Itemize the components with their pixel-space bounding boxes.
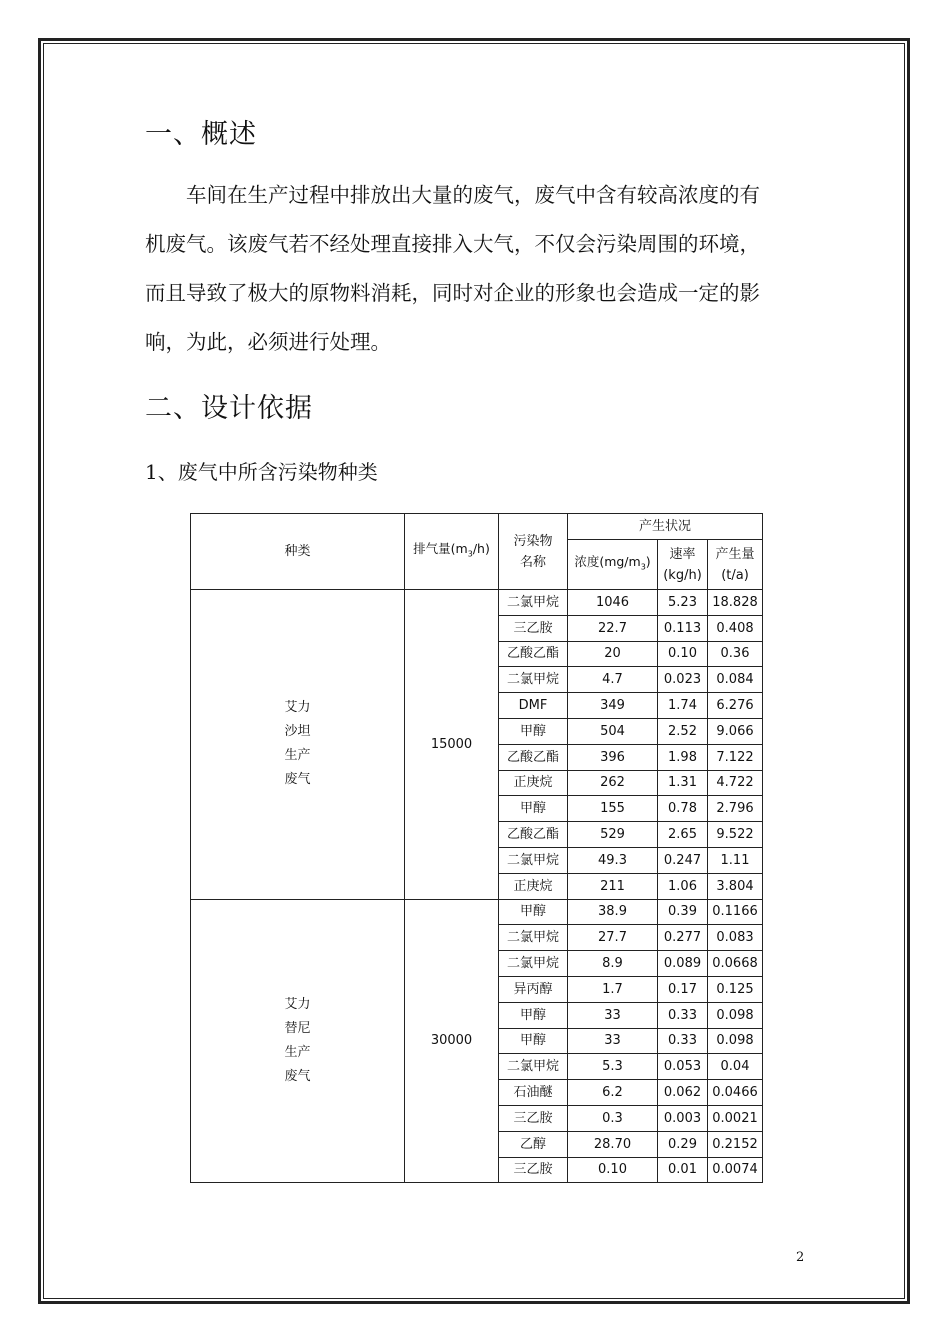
cell-concentration: 20 (568, 641, 658, 667)
page-number: 2 (796, 1250, 805, 1265)
header-rate: 速率 (kg/h) (658, 540, 708, 590)
cell-output: 0.084 (708, 667, 763, 693)
cell-output: 9.066 (708, 718, 763, 744)
table-row (191, 590, 763, 616)
header-output: 产生量 (t/a) (708, 540, 763, 590)
cell-pollutant: 二氯甲烷 (499, 1054, 568, 1080)
cell-output: 0.04 (708, 1054, 763, 1080)
cell-concentration: 33 (568, 1002, 658, 1028)
cell-rate: 2.52 (658, 718, 708, 744)
cell-output: 0.0074 (708, 1157, 763, 1183)
cell-pollutant: 甲醇 (499, 796, 568, 822)
cell-rate: 0.113 (658, 615, 708, 641)
cell-concentration: 504 (568, 718, 658, 744)
cell-pollutant: 甲醇 (499, 1002, 568, 1028)
cell-rate: 1.98 (658, 744, 708, 770)
cell-rate: 0.01 (658, 1157, 708, 1183)
group-type-cell: 艾力 替尼 生产 废气 (191, 899, 405, 1183)
cell-pollutant: 三乙胺 (499, 615, 568, 641)
cell-pollutant: 正庚烷 (499, 873, 568, 899)
cell-rate: 0.089 (658, 951, 708, 977)
cell-concentration: 28.70 (568, 1131, 658, 1157)
cell-pollutant: 二氯甲烷 (499, 847, 568, 873)
cell-rate: 0.33 (658, 1002, 708, 1028)
cell-rate: 1.06 (658, 873, 708, 899)
table-row (191, 899, 763, 925)
pollutant-table-body (191, 590, 763, 1183)
cell-concentration: 27.7 (568, 925, 658, 951)
cell-concentration: 38.9 (568, 899, 658, 925)
cell-rate: 0.003 (658, 1105, 708, 1131)
cell-rate: 0.053 (658, 1054, 708, 1080)
cell-output: 0.098 (708, 1028, 763, 1054)
header-concentration: 浓度$(mg/m_3)$ (568, 540, 658, 590)
header-pollutant-name: 污染物 名称 (499, 514, 568, 590)
cell-output: 7.122 (708, 744, 763, 770)
paragraph-line: 车间在生产过程中排放出大量的废气，废气中含有较高浓度的有 (186, 183, 760, 207)
header-exhaust-volume: 排气量$(m_3/h)$ (405, 514, 499, 590)
cell-concentration: 1.7 (568, 976, 658, 1002)
cell-pollutant: 甲醇 (499, 718, 568, 744)
cell-output: 1.11 (708, 847, 763, 873)
cell-output: 6.276 (708, 693, 763, 719)
cell-output: 0.2152 (708, 1131, 763, 1157)
group-exhaust-cell: 30000 (405, 899, 499, 1183)
cell-rate: 2.65 (658, 822, 708, 848)
cell-pollutant: 二氯甲烷 (499, 925, 568, 951)
cell-output: 9.522 (708, 822, 763, 848)
paragraph-line: 响，为此，必须进行处理。 (145, 330, 391, 354)
cell-pollutant: 三乙胺 (499, 1157, 568, 1183)
cell-concentration: 349 (568, 693, 658, 719)
cell-concentration: 1046 (568, 590, 658, 616)
cell-concentration: 155 (568, 796, 658, 822)
cell-concentration: 33 (568, 1028, 658, 1054)
cell-output: 0.083 (708, 925, 763, 951)
section-heading-overview: 一、概述 (145, 119, 257, 150)
cell-concentration: 262 (568, 770, 658, 796)
cell-concentration: 6.2 (568, 1080, 658, 1106)
cell-rate: 0.29 (658, 1131, 708, 1157)
cell-rate: 0.277 (658, 925, 708, 951)
cell-rate: 0.247 (658, 847, 708, 873)
cell-rate: 0.062 (658, 1080, 708, 1106)
subsection-heading: 1、废气中所含污染物种类 (145, 460, 378, 484)
cell-concentration: 396 (568, 744, 658, 770)
section-heading-design-basis: 二、设计依据 (145, 393, 313, 424)
cell-output: 3.804 (708, 873, 763, 899)
cell-pollutant: 二氯甲烷 (499, 951, 568, 977)
cell-rate: 0.17 (658, 976, 708, 1002)
cell-pollutant: 异丙醇 (499, 976, 568, 1002)
overview-paragraph (145, 171, 810, 367)
group-exhaust-cell: 15000 (405, 590, 499, 900)
cell-rate: 0.023 (658, 667, 708, 693)
cell-concentration: 211 (568, 873, 658, 899)
cell-concentration: 8.9 (568, 951, 658, 977)
cell-concentration: 5.3 (568, 1054, 658, 1080)
cell-rate: 5.23 (658, 590, 708, 616)
header-type: 种类 (191, 514, 405, 590)
paragraph-line: 而且导致了极大的原物料消耗，同时对企业的形象也会造成一定的影 (145, 281, 760, 305)
cell-output: 18.828 (708, 590, 763, 616)
cell-concentration: 4.7 (568, 667, 658, 693)
cell-pollutant: 二氯甲烷 (499, 590, 568, 616)
cell-concentration: 0.3 (568, 1105, 658, 1131)
cell-output: 2.796 (708, 796, 763, 822)
cell-pollutant: DMF (499, 693, 568, 719)
paragraph-line: 机废气。该废气若不经处理直接排入大气，不仅会污染周围的环境， (145, 232, 760, 256)
cell-pollutant: 乙酸乙酯 (499, 822, 568, 848)
cell-pollutant: 甲醇 (499, 899, 568, 925)
pollutant-table (190, 513, 763, 1183)
cell-rate: 0.39 (658, 899, 708, 925)
cell-concentration: 529 (568, 822, 658, 848)
cell-concentration: 49.3 (568, 847, 658, 873)
cell-pollutant: 二氯甲烷 (499, 667, 568, 693)
cell-output: 0.125 (708, 976, 763, 1002)
cell-pollutant: 甲醇 (499, 1028, 568, 1054)
cell-rate: 0.10 (658, 641, 708, 667)
cell-rate: 1.74 (658, 693, 708, 719)
cell-output: 0.0466 (708, 1080, 763, 1106)
cell-output: 0.0668 (708, 951, 763, 977)
cell-pollutant: 三乙胺 (499, 1105, 568, 1131)
cell-rate: 0.78 (658, 796, 708, 822)
cell-output: 0.0021 (708, 1105, 763, 1131)
cell-output: 0.36 (708, 641, 763, 667)
cell-output: 4.722 (708, 770, 763, 796)
cell-rate: 1.31 (658, 770, 708, 796)
cell-pollutant: 石油醚 (499, 1080, 568, 1106)
cell-pollutant: 乙酸乙酯 (499, 641, 568, 667)
cell-rate: 0.33 (658, 1028, 708, 1054)
cell-output: 0.408 (708, 615, 763, 641)
cell-concentration: 0.10 (568, 1157, 658, 1183)
cell-output: 0.1166 (708, 899, 763, 925)
cell-pollutant: 正庚烷 (499, 770, 568, 796)
header-production-status: 产生状况 (568, 514, 763, 540)
cell-pollutant: 乙酸乙酯 (499, 744, 568, 770)
group-type-cell: 艾力 沙坦 生产 废气 (191, 590, 405, 900)
cell-concentration: 22.7 (568, 615, 658, 641)
cell-output: 0.098 (708, 1002, 763, 1028)
cell-pollutant: 乙醇 (499, 1131, 568, 1157)
